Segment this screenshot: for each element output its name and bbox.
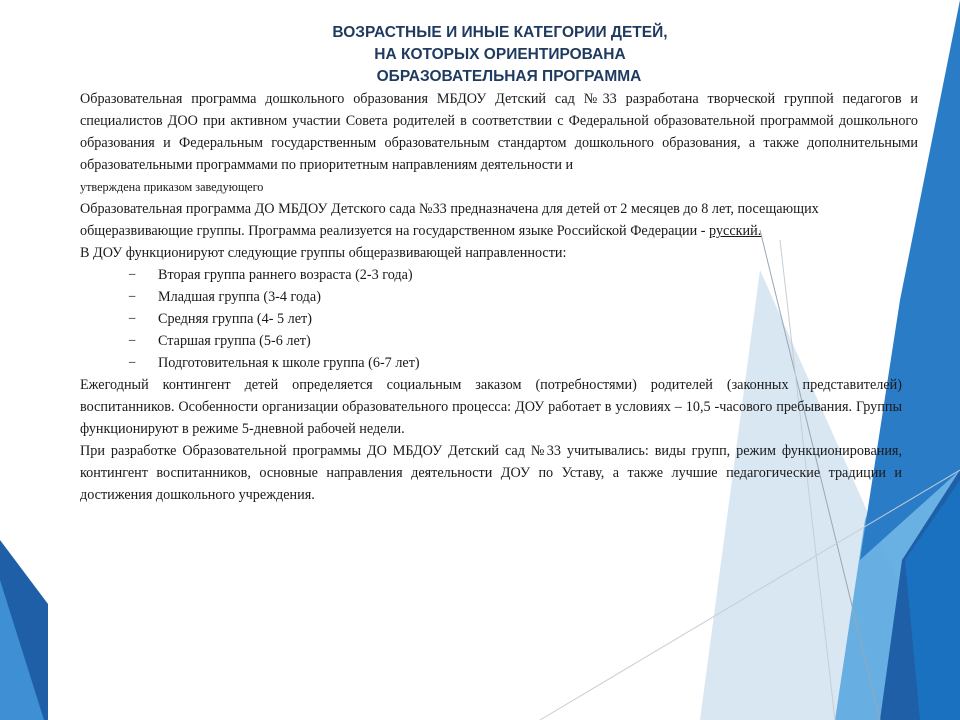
group-label: Вторая группа раннего возраста (2-3 года) [158, 267, 413, 283]
group-label: Младшая группа (3-4 года) [158, 289, 321, 305]
list-item [80, 264, 918, 286]
paragraph-age-range-text: Образовательная программа ДО МБДОУ Детского сада №33 предназначена для детей от 2 месяцев до 8 лет, посещающих общеразвивающие группы. Программа реализуется на государственном языке Российской Федерации - [80, 201, 819, 239]
dash-bullet: − [128, 289, 137, 305]
slide-title [240, 22, 760, 88]
paragraph-contingent: Ежегодный контингент детей определяется социальным заказом (потребностями) родителей (законных представителей) воспитанников. Особенности организации образовательного процесса: ДОУ работает в условиях – 10,5 -часового пребывания. Группы функционируют в режиме 5-дневной рабочей недели. [80, 377, 902, 437]
groups-list [80, 264, 918, 374]
paragraph-considerations: При разработке Образовательной программы ДО МБДОУ Детский сад №33 учитывались: виды групп, режим функционирования, контингент воспитанников, основные направления деятельности ДОУ по Уставу, а также лучшие педагогические традиции и достижения дошкольного учреждения. [80, 443, 902, 503]
dash-bullet: − [128, 355, 137, 371]
dash-bullet: − [128, 311, 137, 327]
title-line-1: ВОЗРАСТНЫЕ И ИНЫЕ КАТЕГОРИИ ДЕТЕЙ, [332, 24, 668, 41]
paragraph-approval: утверждена приказом заведующего [80, 180, 264, 194]
list-item [80, 308, 918, 330]
paragraph-age-range [80, 198, 902, 242]
list-item [80, 286, 918, 308]
group-label: Подготовительная к школе группа (6-7 лет) [158, 355, 420, 371]
paragraph-groups-intro: В ДОУ функционируют следующие группы общеразвивающей направленности: [80, 245, 567, 261]
list-item [80, 330, 918, 352]
list-item [80, 352, 918, 374]
program-language: русский. [709, 223, 762, 239]
dash-bullet: − [128, 267, 137, 283]
group-label: Средняя группа (4- 5 лет) [158, 311, 312, 327]
title-line-2: НА КОТОРЫХ ОРИЕНТИРОВАНА [374, 46, 626, 63]
title-line-3: ОБРАЗОВАТЕЛЬНАЯ ПРОГРАММА [376, 68, 642, 85]
paragraph-program-development: Образовательная программа дошкольного образования МБДОУ Детский сад №33 разработана творческой группой педагогов и специалистов ДОО при активном участии Совета родителей в соответствии с Федеральной образовательной программой дошкольного образования и Федеральным государственным образовательным стандартом дошкольного образования, а также дополнительными образовательными программами по приоритетным направлениям деятельности и [80, 91, 918, 173]
group-label: Старшая группа (5-6 лет) [158, 333, 311, 349]
dash-bullet: − [128, 333, 137, 349]
slide-body [80, 88, 918, 506]
